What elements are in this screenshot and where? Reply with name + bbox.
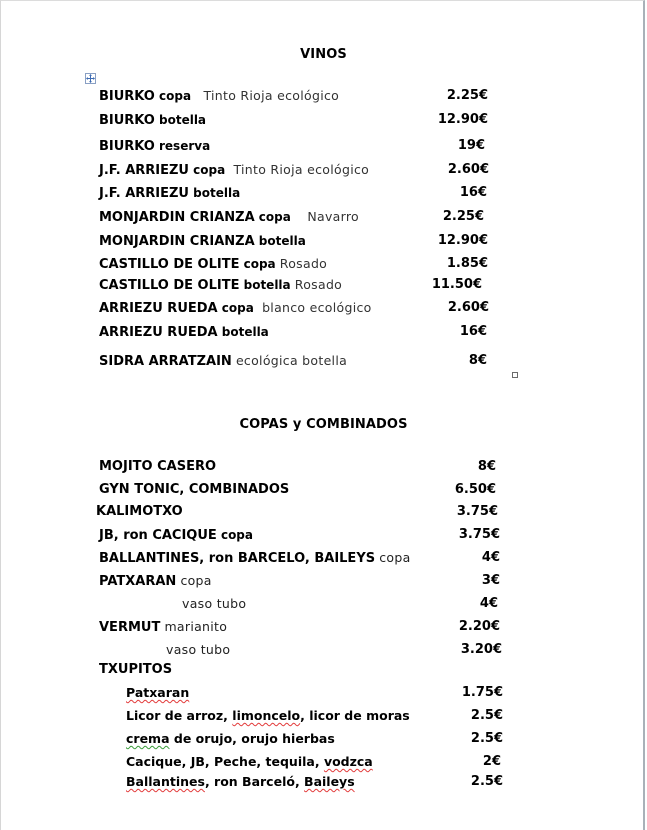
menu-item: Ballantines, ron Barceló, Baileys [126,774,355,789]
menu-item: CASTILLO DE OLITE botella Rosado [99,277,343,293]
price: 3.75€ [458,527,500,542]
price: 4€ [481,550,500,565]
price: 12.90€ [437,233,488,248]
menu-item: BIURKO reserva [99,139,211,154]
price: 1.75€ [461,685,503,700]
price: 2.20€ [458,619,500,634]
menu-item: MONJARDIN CRIANZA botella [99,234,306,249]
price: 8€ [477,459,496,474]
menu-item: BALLANTINES, ron BARCELO, BAILEYS copa [99,550,411,566]
menu-item: J.F. ARRIEZU botella [99,186,241,201]
menu-item: PATXARAN copa [99,573,212,589]
price: 2.25€ [442,209,484,224]
section-title-copas: COPAS y COMBINADOS [239,417,408,432]
price: 3.20€ [460,642,502,657]
menu-item: CASTILLO DE OLITE copa Rosado [99,256,328,272]
price: 1.85€ [446,256,488,271]
price: 12.90€ [437,112,488,127]
menu-item: MONJARDIN CRIANZA copa Navarro [99,209,359,225]
price: 2.5€ [470,731,503,746]
menu-item: SIDRA ARRATZAIN ecológica botella [99,353,348,369]
menu-item: crema de orujo, orujo hierbas [126,731,335,746]
price: 2.25€ [446,88,488,103]
price: 3.75€ [456,504,498,519]
menu-item: KALIMOTXO [96,504,183,519]
section-title-txupitos: TXUPITOS [99,662,173,677]
menu-item: ARRIEZU RUEDA copa blanco ecológico [99,300,372,316]
menu-item: Patxaran [126,685,190,700]
section-title-vinos: VINOS [300,47,347,62]
resize-square-icon[interactable] [512,372,518,378]
price: 11.50€ [431,277,482,292]
menu-item: ARRIEZU RUEDA botella [99,325,269,340]
menu-item: GYN TONIC, COMBINADOS [99,482,290,497]
price: 2.60€ [447,300,489,315]
menu-item: vaso tubo [182,596,247,611]
price: 6.50€ [454,482,496,497]
table-move-handle[interactable] [85,73,96,84]
price: 16€ [459,185,487,200]
price: 2.5€ [470,774,503,789]
menu-item: vaso tubo [166,642,231,657]
price: 2.60€ [447,162,489,177]
menu-item: JB, ron CACIQUE copa [99,528,253,543]
price: 19€ [457,138,485,153]
price: 2.5€ [470,708,503,723]
price: 2€ [482,754,501,769]
move-arrows-icon [86,74,95,83]
price: 16€ [459,324,487,339]
price: 4€ [479,596,498,611]
menu-item: BIURKO copa Tinto Rioja ecológico [99,88,340,104]
menu-item: VERMUT marianito [99,619,228,635]
menu-item: J.F. ARRIEZU copa Tinto Rioja ecológico [99,162,370,178]
price: 3€ [481,573,500,588]
menu-item: MOJITO CASERO [99,459,217,474]
menu-item: BIURKO botella [99,113,207,128]
menu-item: Licor de arroz, limoncelo, licor de moras [126,708,410,723]
menu-item: Cacique, JB, Peche, tequila, vodzca [126,754,373,769]
price: 8€ [468,353,487,368]
